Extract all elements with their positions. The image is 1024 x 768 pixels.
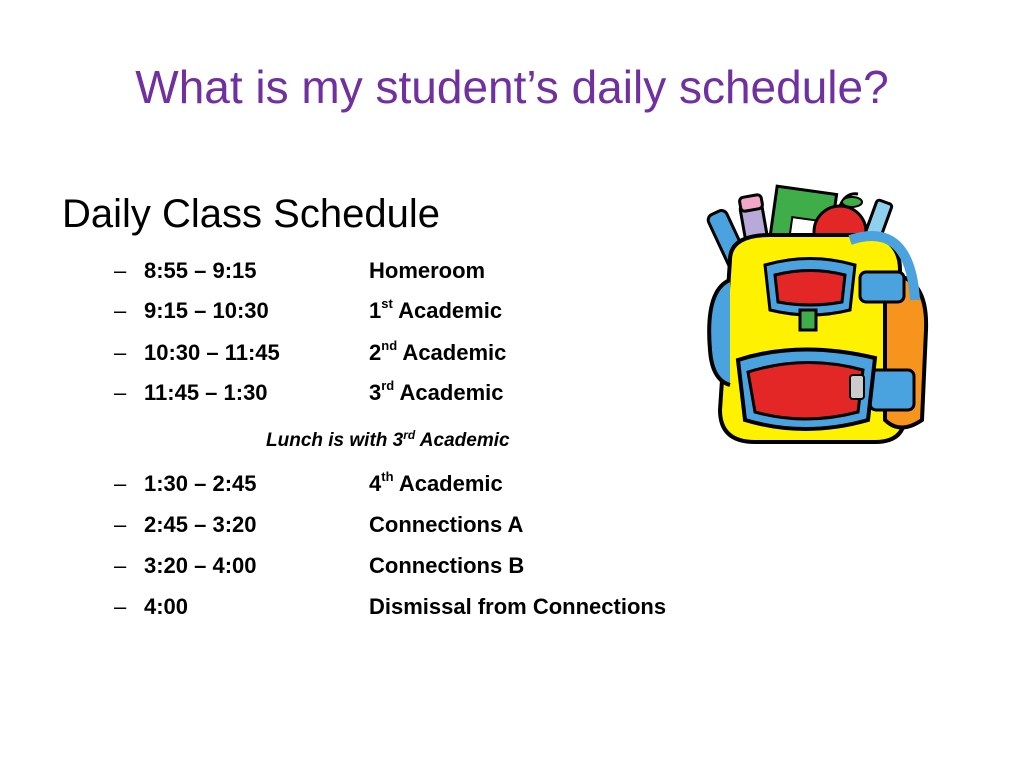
row-time: 3:20 – 4:00	[144, 553, 257, 578]
row-bullet: –	[114, 594, 127, 619]
row-bullet: –	[114, 340, 127, 365]
row-bullet: –	[114, 298, 127, 323]
row-time: 8:55 – 9:15	[144, 258, 257, 283]
row-label	[369, 471, 503, 497]
row-label-sup: rd	[381, 378, 395, 393]
row-label-sup: th	[381, 469, 394, 484]
schedule-row	[0, 298, 720, 328]
slide-title: What is my student’s daily schedule?	[135, 61, 889, 113]
row-time: 1:30 – 2:45	[144, 471, 257, 496]
row-bullet: –	[114, 471, 127, 496]
lunch-note	[266, 430, 510, 452]
row-label-main: Connections A	[369, 512, 524, 537]
row-label-main: Connections B	[369, 553, 525, 578]
row-label-sup: st	[381, 296, 393, 311]
row-label	[369, 594, 666, 620]
backpack-icon	[700, 180, 940, 455]
row-label	[369, 258, 485, 284]
schedule-row	[0, 512, 720, 542]
row-label-main: Homeroom	[369, 258, 486, 283]
schedule-row	[0, 380, 720, 410]
row-label-rest: Academic	[394, 380, 504, 405]
row-label-sup: nd	[381, 338, 398, 353]
row-label-rest: Academic	[393, 471, 503, 496]
row-time: 4:00	[144, 594, 189, 619]
note-rest: Academic	[415, 430, 510, 451]
row-label	[369, 553, 524, 579]
row-label-main: 4	[369, 471, 382, 496]
row-bullet: –	[114, 380, 127, 405]
schedule-row	[0, 594, 720, 624]
schedule-heading: Daily Class Schedule	[62, 192, 440, 236]
row-label-main: 1	[369, 298, 382, 323]
row-label	[369, 380, 504, 406]
row-bullet: –	[114, 258, 127, 283]
note-main: Lunch is with 3	[266, 430, 404, 451]
row-label	[369, 340, 506, 366]
row-label	[369, 298, 502, 324]
row-label-main: 2	[369, 340, 382, 365]
schedule-row	[0, 471, 720, 501]
row-bullet: –	[114, 553, 127, 578]
row-time: 9:15 – 10:30	[144, 298, 269, 323]
row-label	[369, 512, 523, 538]
row-label-rest: Academic	[397, 340, 507, 365]
row-time: 10:30 – 11:45	[144, 340, 280, 365]
row-bullet: –	[114, 512, 127, 537]
row-label-rest: Academic	[392, 298, 503, 323]
schedule-row	[0, 340, 720, 370]
row-time: 2:45 – 3:20	[144, 512, 257, 537]
note-sup: rd	[403, 428, 416, 442]
row-label-main: Dismissal from Connections	[369, 594, 667, 619]
row-label-main: 3	[369, 380, 382, 405]
row-time: 11:45 – 1:30	[144, 380, 268, 405]
schedule-row	[0, 258, 720, 288]
schedule-row	[0, 553, 720, 583]
